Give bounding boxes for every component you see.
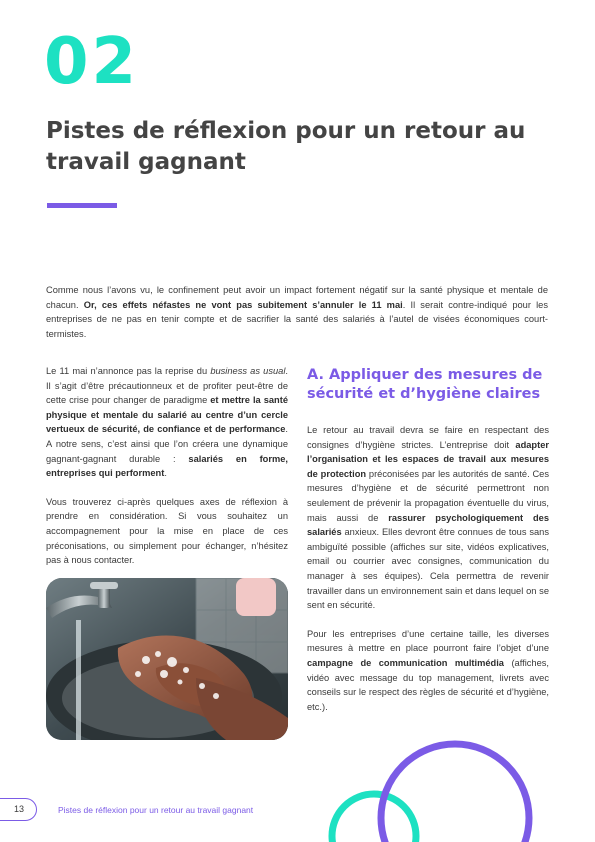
section-a-p2-text-2: (affiches, vidéo avec message du top management, livrets avec conseils sur le respect des règles de sécurité et d’hygiène, etc.). xyxy=(307,657,549,712)
left-p1-italic: business as usual xyxy=(210,366,286,376)
section-a-p1-bold-2: rassurer psychologiquement des salariés xyxy=(307,512,549,538)
chapter-title: Pistes de réflexion pour un retour au travail gagnant xyxy=(46,118,526,175)
left-p1-bold-2: salariés en forme, entreprises qui performent xyxy=(46,453,288,479)
section-a-body xyxy=(307,423,549,714)
section-a-p1-text-2: préconisées par les autorités de santé. Ces mesures d’hygiène et de sécurité permettront non seulement de prévenir la propagation éventuelle du virus, mais aussi de xyxy=(307,468,550,523)
left-p1-text-1: Le 11 mai n’annonce pas la reprise du xyxy=(46,366,211,376)
left-paragraph-2: Vous trouverez ci-après quelques axes de réflexion à prendre en considération. Si vous souhaitez un accompagnement pour la mise en place de ces préconisations, ou simplement pour échanger, n’hésitez pas à nous contacter. xyxy=(46,496,288,566)
teal-circle-decoration xyxy=(332,794,416,842)
section-a-p1-text-1: Le retour au travail devra se faire en respectant des consignes d’hygiène strictes. L’entreprise doit xyxy=(307,425,549,450)
intro-text-2: . Il serait contre-indiqué pour les entreprises de ne pas en tenir compte et de sacrifier la santé des salariés à l’autel de visées économiques court-termistes. xyxy=(46,299,548,339)
running-title: Pistes de réflexion pour un retour au travail gagnant xyxy=(58,805,254,815)
left-column xyxy=(46,364,288,568)
decorative-circles xyxy=(320,740,595,842)
handwashing-illustration xyxy=(46,578,288,740)
purple-circle-decoration xyxy=(381,744,529,842)
section-a-title: A. Appliquer des mesures de sécurité et d’hygiène claires xyxy=(307,367,543,402)
intro-bold-1: Or, ces effets néfastes ne vont pas subitement s’annuler le 11 mai xyxy=(83,299,403,310)
section-a-p2-bold-1: campagne de communication multimédia xyxy=(307,657,504,668)
intro-paragraph xyxy=(46,283,548,341)
left-p1-text-3: . A notre sens, c’est ainsi que l’on créera une dynamique gagnant-gagnant durable : xyxy=(46,424,288,464)
left-paragraph-1 xyxy=(46,364,288,481)
section-a-paragraph-1 xyxy=(307,423,549,613)
handwashing-photo xyxy=(46,578,288,740)
chapter-number: 02 xyxy=(44,25,140,99)
section-a-paragraph-2 xyxy=(307,627,549,715)
page-number: 13 xyxy=(14,804,25,814)
right-column xyxy=(307,366,549,714)
left-p1-text-4: . xyxy=(164,468,167,479)
left-p1-bold-1: et mettre la santé physique et mentale du salarié au centre d’un cercle vertueux de sécurité, de confiance et de performance xyxy=(46,395,288,435)
intro-text-1: Comme nous l’avons vu, le confinement peut avoir un impact fortement négatif sur la santé physique et mentale de chacun. xyxy=(46,285,548,310)
title-underline xyxy=(47,203,117,208)
left-p1-text-2: . Il s’agit d’être précautionneux et de profiter peut-être de cette crise pour changer de paradigme xyxy=(46,366,289,406)
section-a-p2-text-1: Pour les entreprises d’une certaine taille, les diverses mesures à mettre en place pourront faire l’objet d’une xyxy=(307,628,549,654)
section-a-p1-bold-1: adapter l’organisation et les espaces de travail aux mesures de protection xyxy=(307,439,549,479)
section-a-p1-text-3: anxieux. Elles devront être connues de tous sans ambiguïté possible (affiches sur site, vidéos explicatives, email ou courrier avec consignes, communication du manager à ses équipes). Cela permettra de revenir travailler dans un environnement sain et dans lequel on se sent en sécurité. xyxy=(307,527,549,611)
